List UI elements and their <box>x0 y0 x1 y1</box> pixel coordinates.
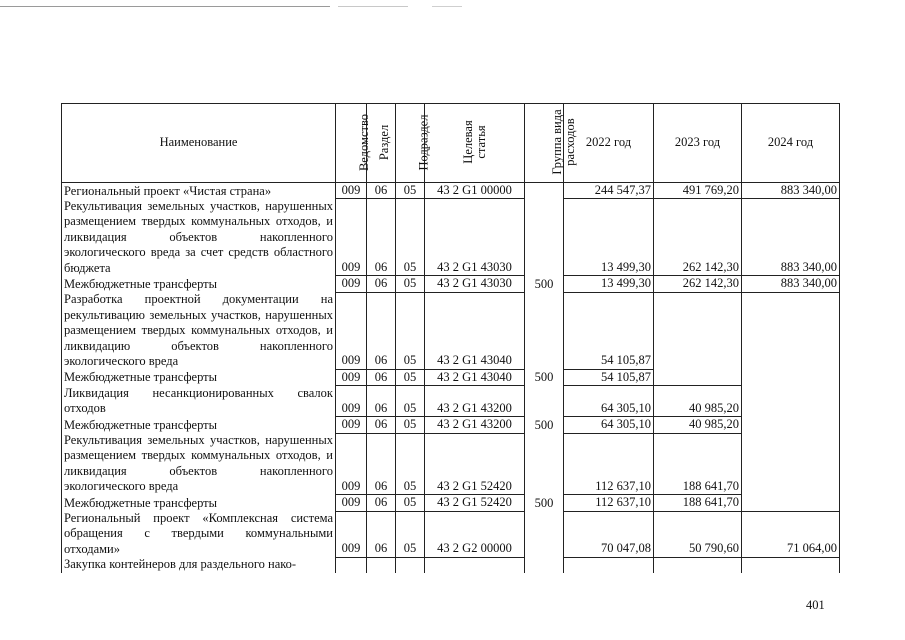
scan-artifact <box>432 6 462 7</box>
row-value-2023 <box>654 369 742 385</box>
row-vedomstvo: 009 <box>336 433 367 495</box>
row-gruppa: 500 <box>525 276 564 292</box>
row-vedomstvo: 009 <box>336 276 367 292</box>
row-celevaya-statya: 43 2 G1 43040 <box>425 292 525 369</box>
row-gruppa <box>525 183 564 199</box>
row-value-2024 <box>742 557 840 572</box>
row-value-2024 <box>742 292 840 369</box>
row-razdel: 06 <box>367 495 396 511</box>
row-gruppa: 500 <box>525 417 564 433</box>
row-value-2023 <box>654 557 742 572</box>
scan-artifact <box>0 6 330 7</box>
row-razdel: 06 <box>367 417 396 433</box>
row-gruppa: 500 <box>525 369 564 385</box>
row-celevaya-statya: 43 2 G1 52420 <box>425 433 525 495</box>
row-value-2023: 262 142,30 <box>654 199 742 276</box>
header-year-2023: 2023 год <box>654 104 742 183</box>
header-podrazdel: Подраздел <box>396 104 425 183</box>
row-gruppa <box>525 199 564 276</box>
row-name: Региональный проект «Комплексная система обращения с твердыми коммунальными отходами» <box>62 511 336 557</box>
row-name: Межбюджетные трансферты <box>62 417 336 433</box>
row-podrazdel <box>396 557 425 572</box>
header-name: Наименование <box>62 104 336 183</box>
row-value-2023: 491 769,20 <box>654 183 742 199</box>
row-vedomstvo: 009 <box>336 369 367 385</box>
table-row <box>62 495 840 511</box>
row-gruppa <box>525 557 564 572</box>
row-value-2024 <box>742 386 840 417</box>
table-row <box>62 557 840 572</box>
row-razdel: 06 <box>367 276 396 292</box>
row-celevaya-statya: 43 2 G1 43030 <box>425 199 525 276</box>
row-value-2022: 70 047,08 <box>564 511 654 557</box>
row-podrazdel: 05 <box>396 386 425 417</box>
row-value-2022: 112 637,10 <box>564 433 654 495</box>
header-razdel: Раздел <box>367 104 396 183</box>
row-value-2023: 262 142,30 <box>654 276 742 292</box>
row-name: Рекультивация земельных участков, нарушенных размещением твердых коммунальных отходов, и ликвидация объектов накопленного экологического вреда за счет средств областного бюджета <box>62 199 336 276</box>
row-podrazdel: 05 <box>396 199 425 276</box>
row-podrazdel: 05 <box>396 183 425 199</box>
row-vedomstvo: 009 <box>336 292 367 369</box>
row-celevaya-statya: 43 2 G1 43200 <box>425 386 525 417</box>
row-vedomstvo: 009 <box>336 511 367 557</box>
page-number: 401 <box>806 598 825 612</box>
row-value-2022: 54 105,87 <box>564 369 654 385</box>
row-gruppa <box>525 292 564 369</box>
row-gruppa <box>525 386 564 417</box>
header-row <box>62 104 840 183</box>
row-gruppa: 500 <box>525 495 564 511</box>
scan-artifact <box>338 6 408 7</box>
row-celevaya-statya <box>425 557 525 572</box>
row-name: Закупка контейнеров для раздельного нако- <box>62 557 336 572</box>
row-podrazdel: 05 <box>396 433 425 495</box>
row-vedomstvo: 009 <box>336 199 367 276</box>
row-value-2024 <box>742 417 840 433</box>
row-razdel: 06 <box>367 183 396 199</box>
row-value-2022: 244 547,37 <box>564 183 654 199</box>
header-vedomstvo: Ведомство <box>336 104 367 183</box>
row-razdel <box>367 557 396 572</box>
table-row <box>62 417 840 433</box>
row-value-2024: 883 340,00 <box>742 199 840 276</box>
row-gruppa <box>525 511 564 557</box>
row-celevaya-statya: 43 2 G1 52420 <box>425 495 525 511</box>
row-celevaya-statya: 43 2 G1 43040 <box>425 369 525 385</box>
row-podrazdel: 05 <box>396 292 425 369</box>
row-value-2022: 13 499,30 <box>564 199 654 276</box>
row-celevaya-statya: 43 2 G2 00000 <box>425 511 525 557</box>
row-name: Ликвидация несанкционированных свалок отходов <box>62 386 336 417</box>
table-row <box>62 199 840 276</box>
row-name: Межбюджетные трансферты <box>62 495 336 511</box>
row-vedomstvo: 009 <box>336 417 367 433</box>
table-row <box>62 292 840 369</box>
row-vedomstvo: 009 <box>336 386 367 417</box>
table-row <box>62 433 840 495</box>
row-razdel: 06 <box>367 511 396 557</box>
row-value-2024: 71 064,00 <box>742 511 840 557</box>
row-razdel: 06 <box>367 369 396 385</box>
row-value-2023: 188 641,70 <box>654 495 742 511</box>
row-celevaya-statya: 43 2 G1 43030 <box>425 276 525 292</box>
row-value-2023: 188 641,70 <box>654 433 742 495</box>
row-name: Рекультивация земельных участков, нарушенных размещением твердых коммунальных отходов, и ликвидация объектов накопленного экологического вреда <box>62 433 336 495</box>
row-value-2023: 50 790,60 <box>654 511 742 557</box>
header-gruppa-vida-raskhodov: Группа вида расходов <box>525 104 564 183</box>
row-value-2024 <box>742 495 840 511</box>
row-value-2024: 883 340,00 <box>742 276 840 292</box>
table-row <box>62 369 840 385</box>
row-name: Региональный проект «Чистая страна» <box>62 183 336 199</box>
row-gruppa <box>525 433 564 495</box>
table-row <box>62 183 840 199</box>
budget-table <box>61 103 840 573</box>
row-value-2023: 40 985,20 <box>654 386 742 417</box>
row-vedomstvo <box>336 557 367 572</box>
row-razdel: 06 <box>367 199 396 276</box>
row-value-2022: 112 637,10 <box>564 495 654 511</box>
row-name: Межбюджетные трансферты <box>62 276 336 292</box>
row-podrazdel: 05 <box>396 511 425 557</box>
row-podrazdel: 05 <box>396 417 425 433</box>
row-value-2023 <box>654 292 742 369</box>
table-row <box>62 276 840 292</box>
row-podrazdel: 05 <box>396 276 425 292</box>
row-vedomstvo: 009 <box>336 183 367 199</box>
table-row <box>62 386 840 417</box>
row-podrazdel: 05 <box>396 495 425 511</box>
row-celevaya-statya: 43 2 G1 43200 <box>425 417 525 433</box>
row-razdel: 06 <box>367 386 396 417</box>
row-name: Межбюджетные трансферты <box>62 369 336 385</box>
row-razdel: 06 <box>367 433 396 495</box>
header-celevaya-statya: Целевая статья <box>425 104 525 183</box>
row-value-2022: 54 105,87 <box>564 292 654 369</box>
row-vedomstvo: 009 <box>336 495 367 511</box>
header-year-2024: 2024 год <box>742 104 840 183</box>
row-value-2022 <box>564 557 654 572</box>
row-value-2022: 13 499,30 <box>564 276 654 292</box>
row-razdel: 06 <box>367 292 396 369</box>
row-value-2024 <box>742 369 840 385</box>
row-name: Разработка проектной документации на рекультивацию земельных участков, нарушенных размещением твердых коммунальных отходов, и ликвидацию объектов накопленного экологического вреда <box>62 292 336 369</box>
row-podrazdel: 05 <box>396 369 425 385</box>
table-row <box>62 511 840 557</box>
row-celevaya-statya: 43 2 G1 00000 <box>425 183 525 199</box>
row-value-2022: 64 305,10 <box>564 386 654 417</box>
row-value-2024 <box>742 433 840 495</box>
row-value-2022: 64 305,10 <box>564 417 654 433</box>
row-value-2024: 883 340,00 <box>742 183 840 199</box>
row-value-2023: 40 985,20 <box>654 417 742 433</box>
header-year-2022: 2022 год <box>564 104 654 183</box>
